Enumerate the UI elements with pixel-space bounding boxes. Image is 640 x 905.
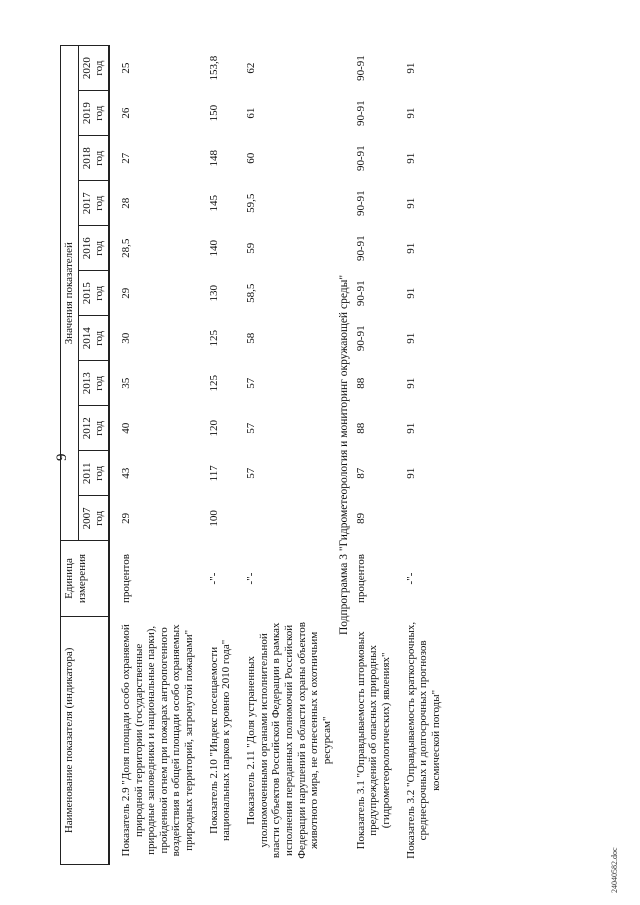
- value-cell: 90-91: [354, 190, 367, 217]
- value-cell: 91: [404, 197, 417, 209]
- header-year: 2015 год: [78, 271, 109, 316]
- value-cell: 90-91: [354, 280, 367, 307]
- indicator-unit: процентов: [354, 554, 367, 603]
- value-cell: 30: [119, 332, 132, 344]
- value-cell: 125: [207, 330, 220, 347]
- value-cell: 90-91: [354, 325, 367, 352]
- header-year: 2018 год: [78, 136, 109, 181]
- table-header: [61, 46, 109, 865]
- value-cell: 90-91: [354, 55, 367, 81]
- header-year: 2020 год: [78, 46, 109, 91]
- indicator-unit: -"-: [207, 572, 220, 585]
- value-cell: 25: [119, 62, 132, 74]
- indicator-name: Показатель 2.9 "Доля площади особо охраняемой природной территории (государственные природные заповедники и национальные парки), пройденной огнем при пожарах антропогенного воздействия в общей площади особо охраняемых природных территорий, затронутой пожарами": [119, 624, 196, 857]
- header-year: 2019 год: [78, 91, 109, 136]
- value-cell: 57: [245, 422, 258, 434]
- value-cell: 145: [207, 194, 220, 212]
- value-cell: 87: [354, 467, 367, 479]
- value-cell: 91: [404, 332, 417, 344]
- table-row: [353, 46, 395, 865]
- value-cell: 27: [119, 152, 132, 164]
- value-cell: 28: [119, 197, 132, 209]
- value-cell: 91: [404, 422, 417, 434]
- value-cell: 26: [119, 107, 132, 119]
- value-cell: 91: [404, 467, 417, 479]
- value-cell: 28,5: [119, 238, 132, 258]
- indicator-unit: -"-: [245, 572, 258, 585]
- value-cell: 153,8: [207, 55, 220, 81]
- value-cell: 91: [404, 62, 417, 74]
- table-row: [235, 46, 335, 865]
- indicator-name: Показатель 3.1 "Оправдываемость штормовых предупреждений об опасных природных (гидрометеорологических) явлениях": [354, 631, 393, 850]
- value-cell: 29: [119, 287, 132, 299]
- indicator-name: Показатель 3.2 "Оправдываемость краткосрочных, среднесрочных и долгосрочных прогнозов космической погоды": [404, 621, 442, 859]
- value-cell: 90-91: [354, 235, 367, 262]
- table-row: [109, 46, 198, 865]
- value-cell: 91: [404, 287, 417, 299]
- value-cell: 148: [207, 149, 220, 167]
- subprogram-row: [336, 46, 353, 865]
- value-cell: 88: [354, 377, 367, 389]
- value-cell: 90-91: [354, 100, 367, 126]
- header-year: 2013 год: [78, 361, 109, 406]
- value-cell: 59: [245, 242, 258, 254]
- value-cell: 58: [245, 332, 258, 344]
- table-body: [109, 46, 445, 865]
- value-cell: 40: [119, 422, 132, 434]
- value-cell: 43: [119, 467, 132, 479]
- header-year: 2016 год: [78, 226, 109, 271]
- value-cell: 91: [404, 242, 417, 254]
- header-year: 2011 год: [78, 451, 109, 496]
- value-cell: 88: [354, 422, 367, 434]
- value-cell: 117: [207, 465, 220, 482]
- value-cell: 140: [207, 239, 220, 257]
- value-cell: 58,5: [245, 283, 258, 303]
- value-cell: 150: [207, 104, 220, 122]
- indicators-table: [60, 45, 445, 865]
- header-year: 2014 год: [78, 316, 109, 361]
- header-values-group: Значения показателей: [61, 46, 79, 541]
- value-cell: 125: [207, 375, 220, 392]
- header-year: 2017 год: [78, 181, 109, 226]
- value-cell: 120: [207, 420, 220, 437]
- value-cell: 35: [119, 377, 132, 389]
- value-cell: 100: [207, 510, 220, 527]
- value-cell: 91: [404, 107, 417, 119]
- table-row: [395, 46, 445, 865]
- header-unit: Единица измерения: [61, 541, 109, 616]
- value-cell: 60: [245, 152, 258, 164]
- page-number: 9: [54, 453, 70, 461]
- value-cell: 29: [119, 512, 132, 524]
- indicator-unit: процентов: [119, 554, 132, 603]
- value-cell: 61: [245, 107, 258, 119]
- value-cell: 91: [404, 152, 417, 164]
- value-cell: [395, 496, 445, 541]
- header-name: Наименование показателя (индикатора): [61, 616, 109, 864]
- value-cell: 62: [245, 62, 258, 74]
- value-cell: 90-91: [354, 145, 367, 172]
- indicator-unit: -"-: [404, 572, 417, 585]
- document-code: 24040582.doc: [610, 847, 619, 893]
- value-cell: 57: [245, 377, 258, 389]
- value-cell: 91: [404, 377, 417, 389]
- value-cell: 59,5: [245, 193, 258, 213]
- table-row: [198, 46, 235, 865]
- value-cell: [235, 496, 335, 541]
- header-year: 2012 год: [78, 406, 109, 451]
- header-year: 2007 год: [78, 496, 109, 541]
- subprogram-title: Подпрограмма 3 "Гидрометеорология и мониторинг окружающей среды": [337, 274, 350, 636]
- indicator-name: Показатель 2.10 "Индекс посещаемости национальных парков к уровню 2010 года": [207, 639, 233, 841]
- value-cell: 57: [245, 467, 258, 479]
- indicator-name: Показатель 2.11 "Доля устраненных уполномоченными органами исполнительной власти субъектов Российской Федерации в рамках исполнения переданных полномочий Российской Федерации нарушений в области охраны объектов животного мира, не отнесенных к охотничьим ресурсам": [245, 622, 333, 859]
- value-cell: 130: [207, 284, 220, 302]
- value-cell: 89: [354, 512, 367, 524]
